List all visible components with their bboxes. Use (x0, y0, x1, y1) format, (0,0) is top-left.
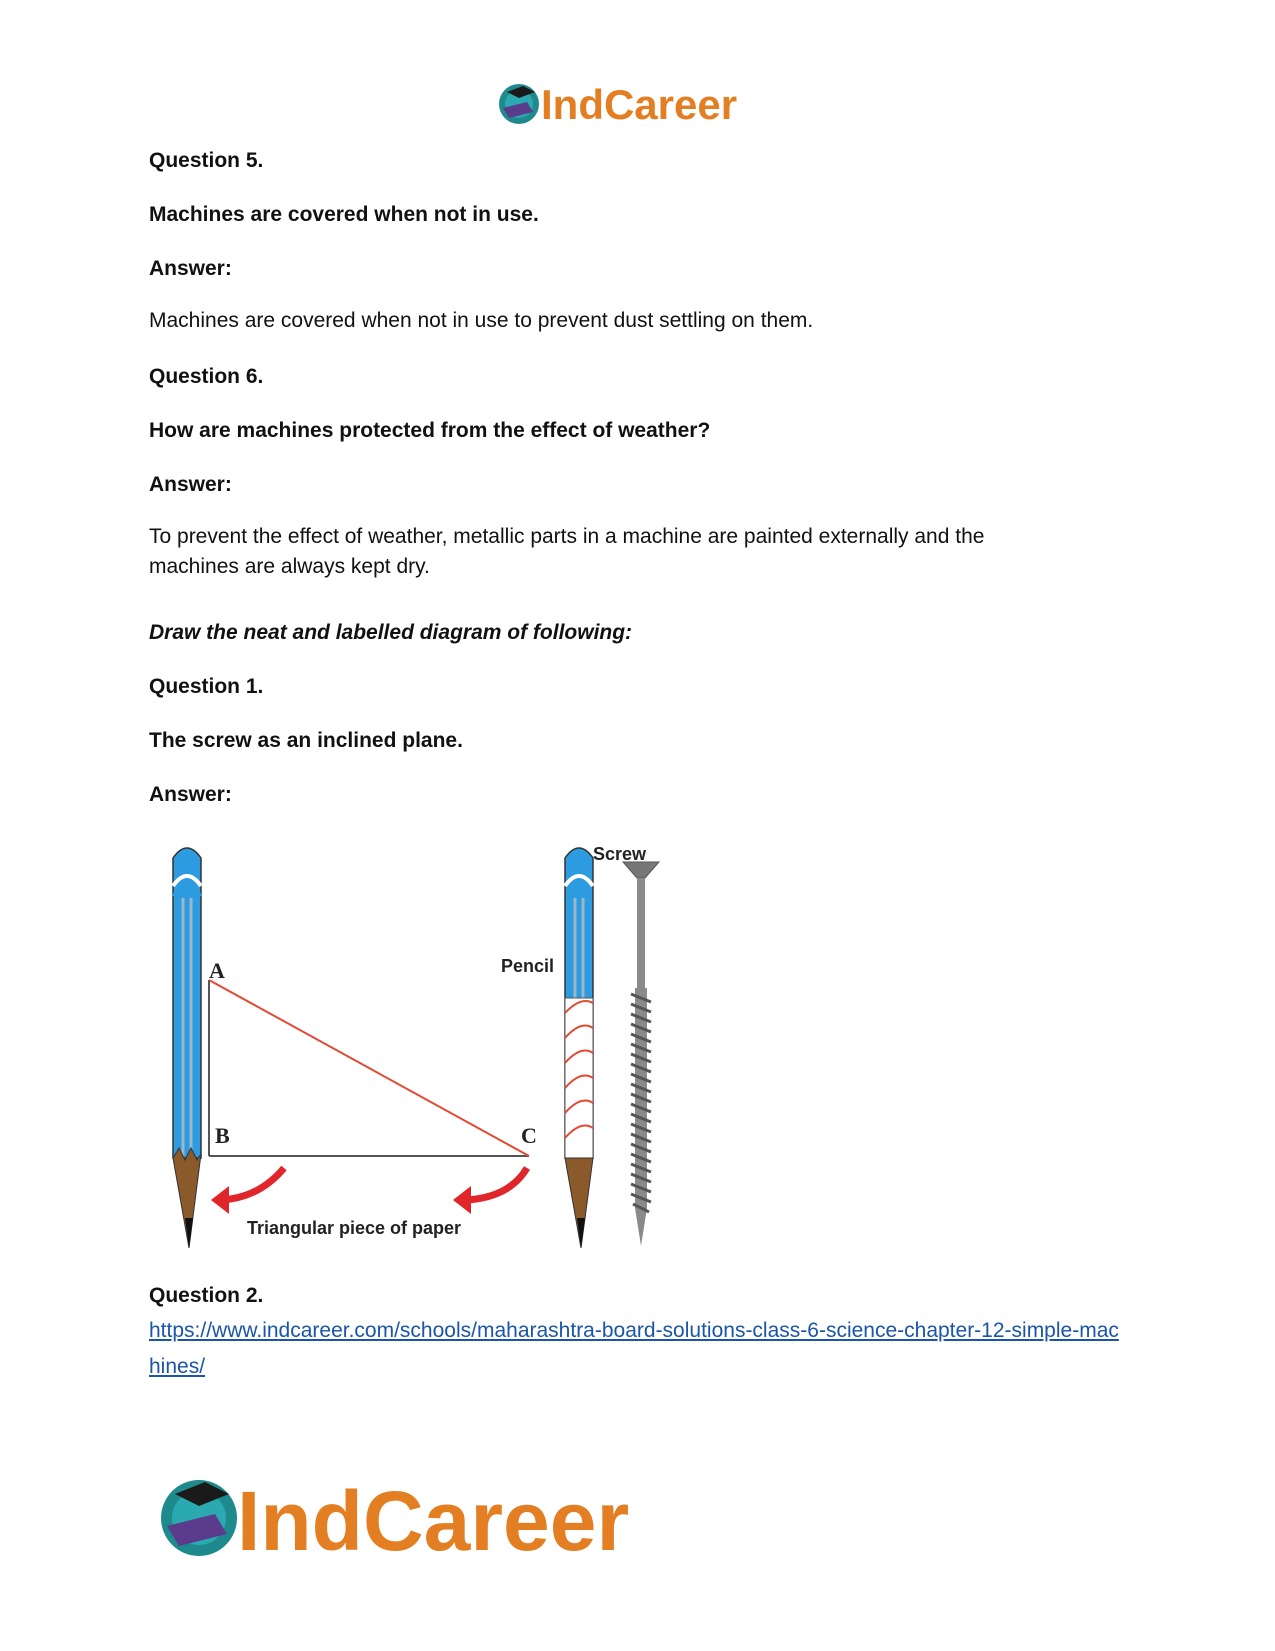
label-pencil: Pencil (501, 956, 555, 976)
answer-5-text: Machines are covered when not in use to prevent dust settling on them. (149, 309, 814, 332)
label-paper: Triangular piece of paper (247, 1218, 462, 1238)
question-5-text: Machines are covered when not in use. (149, 203, 539, 226)
label-screw: Screw (593, 844, 647, 864)
question-6-text: How are machines protected from the effect of weather? (149, 419, 711, 442)
label-c: C (521, 1123, 537, 1148)
label-a: A (209, 958, 225, 983)
section-heading: Draw the neat and labelled diagram of following: (149, 621, 633, 644)
screw-icon (623, 862, 659, 1246)
answer-label: Answer: (149, 783, 232, 806)
triangle-abc (209, 980, 529, 1156)
answer-label: Answer: (149, 473, 232, 496)
curved-arrow-icon (465, 1168, 527, 1200)
question-1-number: Question 1. (149, 675, 264, 698)
source-link[interactable]: https://www.indcareer.com/schools/maharashtra-board-solutions-class-6-science-chapter-12-simple-machines/ (149, 1319, 1119, 1378)
answer-6-text: To prevent the effect of weather, metallic parts in a machine are painted externally and the machines are always kept dry. (149, 525, 985, 578)
curved-arrow-icon (221, 1168, 284, 1200)
answer-label: Answer: (149, 257, 232, 280)
label-b: B (215, 1123, 230, 1148)
question-5-number: Question 5. (149, 149, 264, 172)
indcareer-logo-top (497, 78, 777, 130)
question-1-text: The screw as an inclined plane. (149, 729, 463, 752)
question-2-number: Question 2. (149, 1284, 264, 1307)
indcareer-logo-bottom (159, 1470, 699, 1565)
right-pencil-icon (565, 848, 593, 1248)
screw-inclined-plane-diagram (149, 838, 689, 1268)
question-6-number: Question 6. (149, 365, 264, 388)
svg-text:IndCareer: IndCareer (237, 1474, 630, 1565)
svg-text:IndCareer: IndCareer (541, 81, 738, 128)
left-pencil-icon (173, 848, 201, 1248)
